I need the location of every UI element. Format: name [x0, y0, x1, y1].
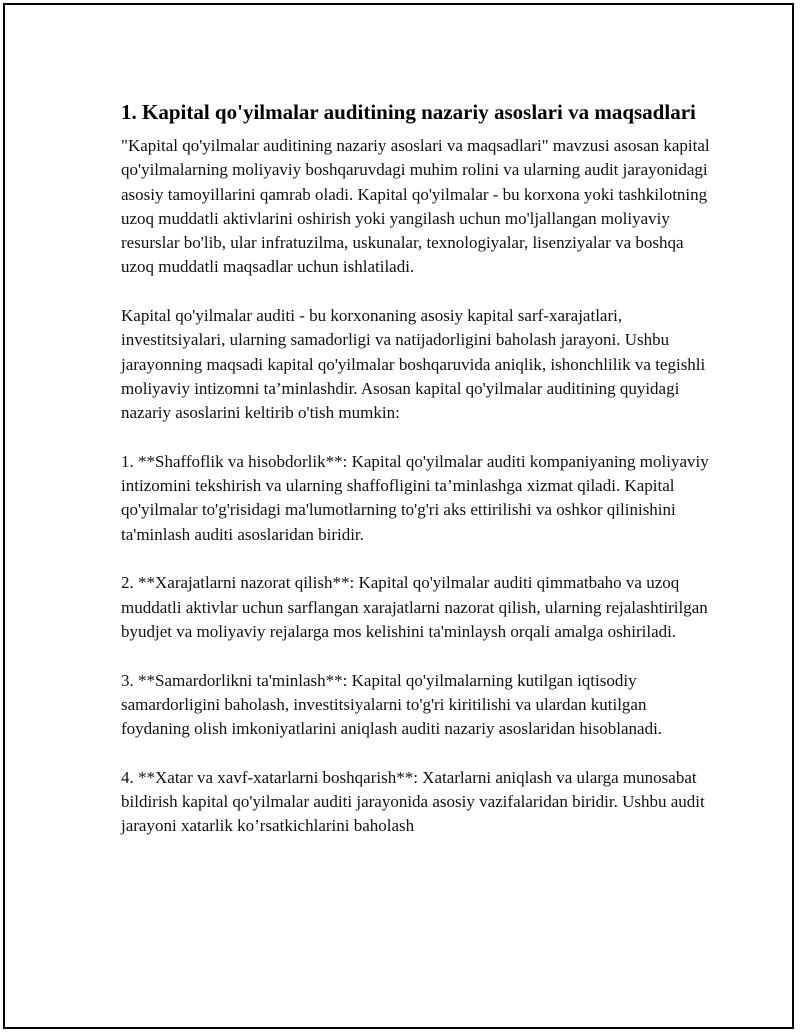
list-item-cost-control: 2. **Xarajatlarni nazorat qilish**: Kapital qo'yilmalar auditi qimmatbaho va uzoq muddatli aktivlar uchun sarflangan xarajatlarni nazorat qilish, ularning rejalashtirilgan byudjet va moliyaviy rejalarga mos kelishini ta'minlaysh orqali amalga oshiriladi.: [121, 573, 708, 641]
document-page: [3, 3, 794, 1029]
section-heading: 1. Kapital qo'yilmalar auditining nazariy asoslari va maqsadlari: [121, 100, 696, 124]
list-item-efficiency: 3. **Samardorlikni ta'minlash**: Kapital qo'yilmalarning kutilgan iqtisodiy samardorligini baholash, investitsiyalarni to'g'ri kiritilishi va ulardan kutilgan foydaning olish imkoniyatlarini aniqlash auditi nazariy asoslaridan hisoblanadi.: [121, 670, 663, 739]
list-item-transparency: 1. **Shaffoflik va hisobdorlik**: Kapital qo'yilmalar auditi kompaniyaning moliyaviy intizomini tekshirish va ularning shaffofligini ta’minlashga xizmat qiladi. Kapital qo'yilmalar to'g'risidagi ma'lumotlarning to'g'ri aks ettirilishi va oshkor qilinishini ta'minlash auditi asoslaridan biridir.: [121, 451, 709, 544]
paragraph-intro: "Kapital qo'yilmalar auditining nazariy asoslari va maqsadlari" mavzusi asosan kapital qo'yilmalarning moliyaviy boshqaruvdagi muhim rolini va ularning audit jarayonidagi asosiy tamoyillarini qamrab oladi. Kapital qo'yilmalar - bu korxona yoki tashkilotning uzoq muddatli aktivlarini oshirish yoki yangilash uchun mo'ljallangan moliyaviy resurslar bo'lib, ular infratuzilma, uskunalar, texnologiyalar, lisenziyalar va boshqa uzoq muddatli maqsadlar uchun ishlatiladi.: [121, 136, 710, 277]
list-item-risk-management: 4. **Xatar va xavf-xatarlarni boshqarish**: Xatarlarni aniqlash va ularga munosabat bildirish kapital qo'yilmalar auditi jarayonida asosiy vazifalaridan biridir. Ushbu audit jarayoni xatarlik ko’rsatkichlarini baholash: [121, 767, 705, 836]
document-content: [121, 99, 711, 863]
paragraph-audit-definition: Kapital qo'yilmalar auditi - bu korxonaning asosiy kapital sarf-xarajatlari, investitsiyalari, ularning samadorligi va natijadorligini baholash jarayoni. Ushbu jarayonning maqsadi kapital qo'yilmalar boshqaruvida aniqlik, ishonchlilik va tegishli moliyaviy intizomni ta’minlashdir. Asosan kapital qo'yilmalar auditining quyidagi nazariy asoslarini keltirib o'tish mumkin:: [121, 306, 706, 423]
